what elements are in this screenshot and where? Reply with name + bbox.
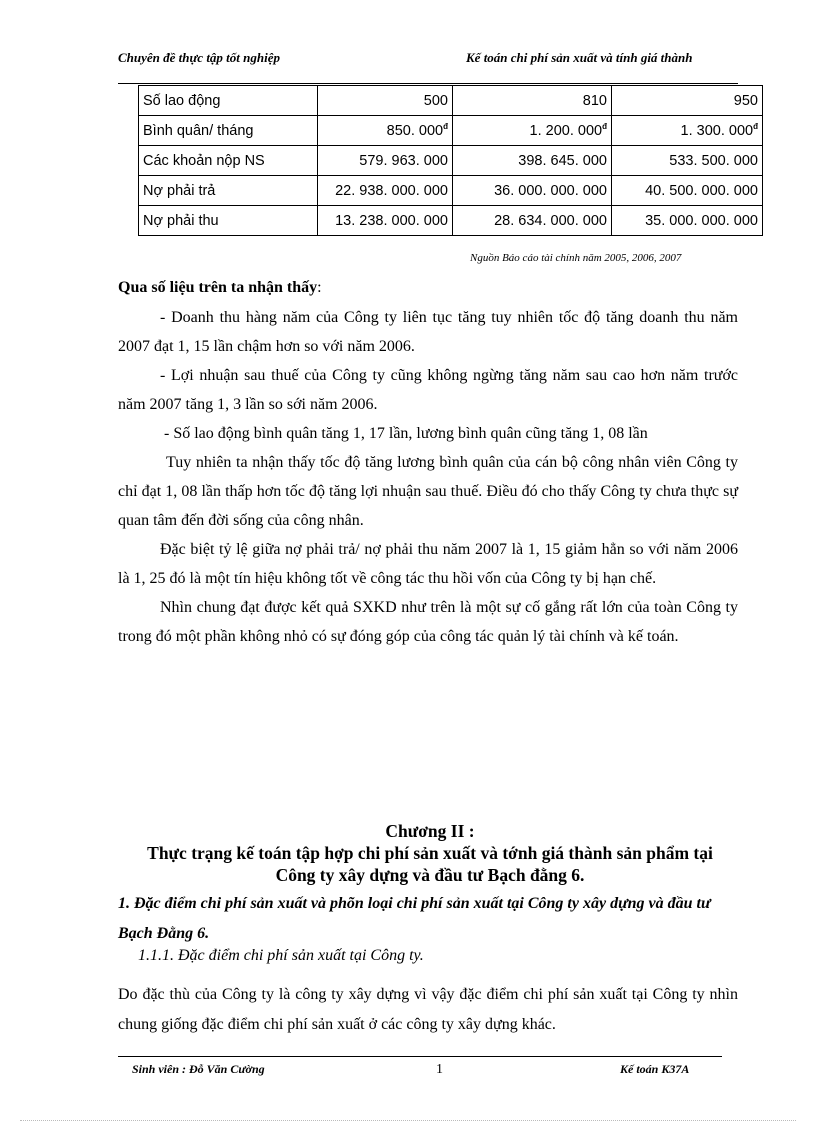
cell-2006 [453,116,612,146]
paragraph: Đặc biệt tỷ lệ giữa nợ phải trả/ nợ phải thu năm 2007 là 1, 15 giảm hẳn so với năm 2006 là 1, 25 đó là một tín hiệu không tốt về công tác thu hồi vốn của Công ty bị hạn chế. [118,541,738,587]
footer-student: Sinh viên : Đỗ Văn Cường [132,1062,265,1076]
table-source-note: Nguồn Báo cáo tài chính năm 2005, 2006, 2007 [470,252,682,264]
page-number: 1 [436,1062,443,1077]
footer-class: Kế toán K37A [620,1062,690,1076]
cell-2007: 950 [612,86,763,116]
subsection-heading: 1.1.1. Đặc điểm chi phí sản xuất tại Công ty. [138,947,424,964]
intro-line [118,273,738,302]
header-divider [118,83,738,84]
cell-2006: 28. 634. 000. 000 [453,206,612,236]
row-label: Bình quân/ tháng [139,116,318,146]
currency-mark: đ [753,121,758,131]
paragraph: - Doanh thu hàng năm của Công ty liên tục tăng tuy nhiên tốc độ tăng doanh thu năm 2007 đạt 1, 15 lần chậm hơn so với năm 2006. [118,309,738,355]
cell-2006: 810 [453,86,612,116]
row-label: Các khoản nộp NS [139,146,318,176]
table-row [139,116,763,146]
cell-value: 850. 000 [386,122,444,139]
currency-mark: đ [602,121,607,131]
cell-2007: 40. 500. 000. 000 [612,176,763,206]
table-row [139,146,763,176]
financial-table [138,85,763,236]
cell-value: 1. 300. 000 [680,122,754,139]
section-heading: 1. Đặc điểm chi phí sản xuất và phõn loại chi phí sản xuất tại Công ty xây dựng và đầu tư Bạch Đằng 6. [118,895,711,942]
row-label: Nợ phải thu [139,206,318,236]
paragraph: Nhìn chung đạt được kết quả SXKD như trên là một sự cố gắng rất lớn của toàn Công ty trong đó một phần không nhỏ có sự đóng góp của công tác quản lý tài chính và kế toán. [118,599,738,645]
cell-2006: 398. 645. 000 [453,146,612,176]
chapter-heading [100,820,760,886]
cell-2005 [318,116,453,146]
row-label: Số lao động [139,86,318,116]
paragraph: Do đặc thù của Công ty là công ty xây dựng vì vậy đặc điểm chi phí sản xuất tại Công ty nhìn chung giống đặc điểm chi phí sản xuất ở các công ty xây dựng khác. [118,986,738,1033]
table-row [139,86,763,116]
header-left: Chuyên đề thực tập tốt nghiệp [118,50,280,65]
cell-2005: 500 [318,86,453,116]
intro-bold: Qua số liệu trên ta nhận thấy [118,279,318,296]
page-boundary [20,1120,796,1121]
cell-2007: 533. 500. 000 [612,146,763,176]
chapter-number: Chương II : [385,821,475,841]
cell-2007: 35. 000. 000. 000 [612,206,763,236]
currency-mark: đ [443,121,448,131]
paragraph: Tuy nhiên ta nhận thấy tốc độ tăng lương bình quân của cán bộ công nhân viên Công ty chỉ đạt 1, 08 lần thấp hơn tốc độ tăng lợi nhuận sau thuế. Điều đó cho thấy Công ty chưa thực sự quan tâm đến đời sống của công nhân. [118,454,738,529]
cell-2005: 22. 938. 000. 000 [318,176,453,206]
paragraph: - Số lao động bình quân tăng 1, 17 lần, lương bình quân cũng tăng 1, 08 lần [164,425,648,442]
cell-value: 1. 200. 000 [529,122,603,139]
cell-2006: 36. 000. 000. 000 [453,176,612,206]
paragraph: - Lợi nhuận sau thuế của Công ty cũng không ngừng tăng năm sau cao hơn năm trước năm 2007 tăng 1, 3 lần so sới năm 2006. [118,367,738,413]
cell-2005: 13. 238. 000. 000 [318,206,453,236]
analysis-paragraphs [118,303,738,651]
table-row [139,176,763,206]
table-row [139,206,763,236]
cell-2005: 579. 963. 000 [318,146,453,176]
intro-colon: : [317,279,322,296]
footer-divider [118,1056,722,1057]
cell-2007 [612,116,763,146]
row-label: Nợ phải trả [139,176,318,206]
chapter-title-line-2: Công ty xây dựng và đầu tư Bạch đằng 6. [275,865,585,885]
chapter-title-line-1: Thực trạng kế toán tập hợp chi phí sản xuất và tớnh giá thành sản phẩm tại [147,843,713,863]
header-right: Kế toán chi phí sản xuất và tính giá thành [466,50,693,65]
